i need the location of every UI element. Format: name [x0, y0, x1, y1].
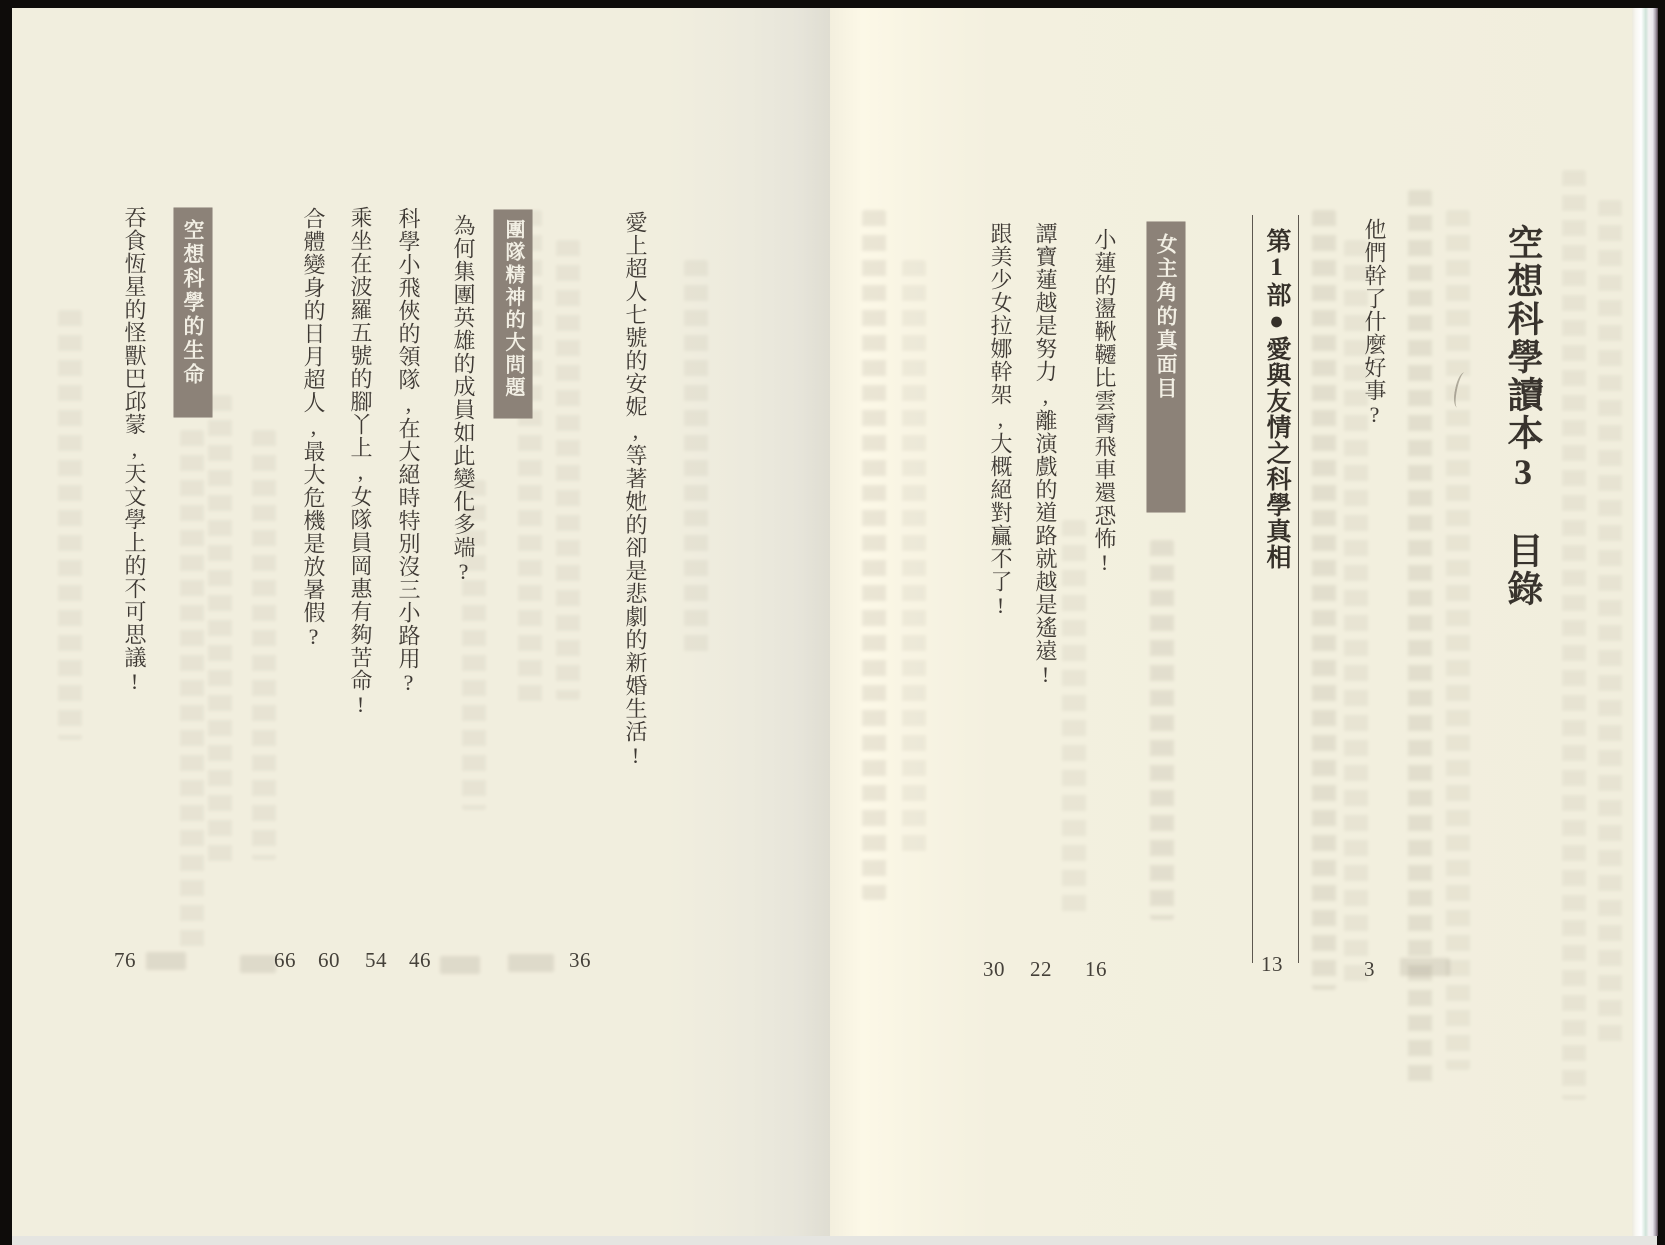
- section-bar: 女主角的真面目: [1147, 222, 1185, 512]
- toc-entry: 為何集團英雄的成員如此變化多端?: [451, 214, 476, 585]
- bleed-through-ghost: [146, 952, 186, 970]
- bleed-through-ghost: [252, 430, 276, 860]
- page-number: 22: [1030, 957, 1052, 981]
- bleed-through-ghost: [440, 956, 480, 974]
- page-title: [1494, 224, 1552, 654]
- page-number: 16: [1085, 957, 1107, 981]
- bleed-through-ghost: [208, 395, 232, 865]
- toc-entry: 譚寶蓮越是努力,離演戲的道路就越是遙遠!: [1033, 222, 1058, 688]
- bleed-through-ghost: [1408, 190, 1432, 1090]
- bleed-through-ghost: [862, 210, 886, 900]
- bleed-through-ghost: [1062, 520, 1086, 920]
- toc-entry: 吞食恆星的怪獸巴邱蒙,天文學上的不可思議!: [122, 206, 147, 695]
- bleed-through-ghost: [1446, 210, 1470, 1070]
- bleed-through-ghost: [556, 240, 580, 700]
- section-bar: 空想科學的生命: [174, 208, 212, 417]
- page-number: 3: [1364, 957, 1375, 981]
- toc-entry: 科學小飛俠的領隊,在大絕時特別沒三小路用?: [396, 207, 421, 696]
- toc-entry: 小蓮的盪鞦韆比雲霄飛車還恐怖!: [1092, 228, 1117, 576]
- bleed-through-ghost: [58, 310, 82, 740]
- book-title-text: 空想科學讀本3: [1503, 224, 1543, 494]
- toc-entry: 合體變身的日月超人,最大危機是放暑假?: [301, 207, 326, 650]
- toc-entry: 他們幹了什麼好事?: [1362, 218, 1387, 428]
- page-number: 54: [365, 948, 387, 972]
- bleed-through-ghost: [1598, 200, 1622, 1050]
- bleed-through-ghost: [684, 260, 708, 660]
- bleed-through-ghost: [1150, 540, 1174, 920]
- page-number: 46: [409, 948, 431, 972]
- toc-entry: 愛上超人七號的安妮,等著她的卻是悲劇的新婚生活!: [623, 211, 648, 769]
- page-number: 60: [318, 948, 340, 972]
- bottom-page-edge: [12, 1236, 1657, 1245]
- bleed-through-ghost: [180, 430, 204, 950]
- bleed-through-ghost: [1312, 210, 1336, 990]
- bleed-through-ghost: [240, 955, 276, 973]
- page-number: 13: [1261, 952, 1283, 976]
- page-number: 30: [983, 957, 1005, 981]
- bleed-through-ghost: [1400, 958, 1450, 976]
- bleed-through-ghost: [508, 954, 554, 972]
- toc-entry: 乘坐在波羅五號的腳丫上,女隊員岡惠有夠苦命!: [348, 206, 373, 718]
- bleed-through-ghost: [902, 260, 926, 860]
- page-number: 66: [274, 948, 296, 972]
- page-edge-stack: [1632, 8, 1658, 1236]
- part-heading: 第1部●愛與友情之科學真相: [1252, 215, 1299, 963]
- toc-entry: 跟美少女拉娜幹架,大概絕對贏不了!: [988, 222, 1013, 619]
- toc-label: 目錄: [1503, 532, 1543, 608]
- section-bar: 團隊精神的大問題: [494, 210, 532, 418]
- page-number: 36: [569, 948, 591, 972]
- bleed-through-ghost: [1562, 170, 1586, 1100]
- page-number: 76: [114, 948, 136, 972]
